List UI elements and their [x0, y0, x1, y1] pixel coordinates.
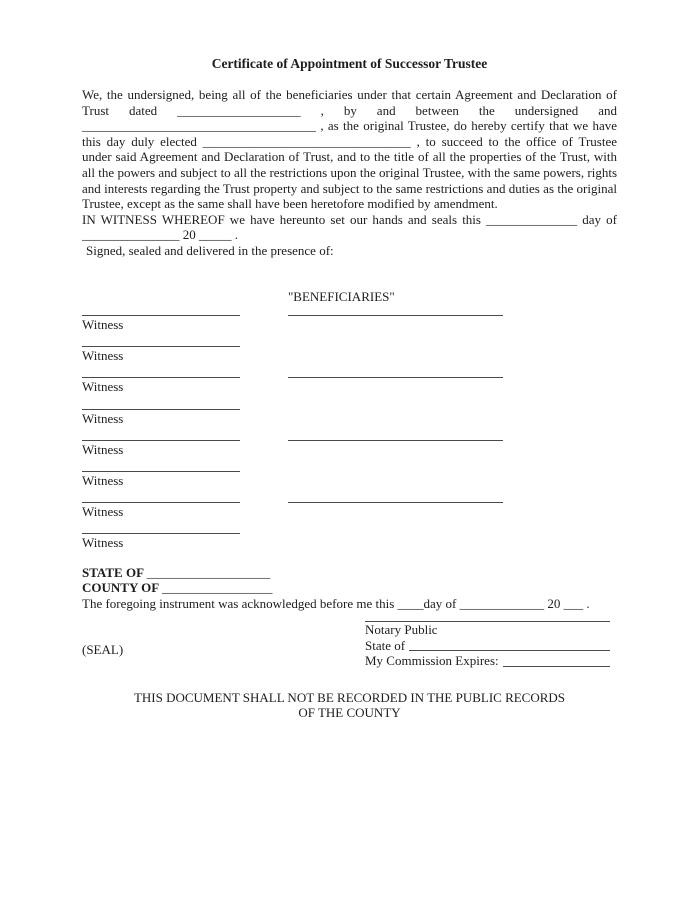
state-of-label: STATE OF	[82, 564, 144, 580]
witness-row	[82, 377, 617, 408]
seal-label: (SEAL)	[82, 642, 124, 658]
intro-paragraph	[82, 87, 617, 212]
intro-text-3: , as the original Trustee, do hereby certify that we have this day duly elected	[82, 118, 617, 149]
witness-cell	[82, 346, 240, 363]
witness-row	[82, 502, 617, 533]
witness-label: Witness	[82, 472, 124, 488]
notary-state-of-label: State of	[365, 637, 406, 653]
county-of-label: COUNTY OF	[82, 580, 159, 596]
notary-commission-row	[365, 653, 610, 669]
ack-month-blank: _____________	[459, 595, 545, 611]
witness-row	[82, 471, 617, 502]
witness-cell	[82, 502, 240, 519]
witness-clause-text-1: IN WITNESS WHEREOF we have hereunto set our hands and seals this	[82, 211, 487, 227]
witness-row	[82, 409, 617, 440]
intro-text-1: We, the undersigned, being all of the beneficiaries under that certain Agreement and Declaration of Trust dated	[82, 87, 617, 118]
signature-grid	[82, 315, 617, 565]
notary-state-of-blank-line	[409, 638, 610, 652]
commission-expires-blank-line	[503, 653, 610, 667]
ack-year-blank: ___	[563, 595, 584, 611]
beneficiary-signature-line	[288, 440, 503, 441]
notary-section	[82, 621, 617, 669]
state-of-line	[82, 565, 617, 581]
county-of-line	[82, 580, 617, 596]
ack-day-blank: ____	[397, 595, 424, 611]
intro-text-2: , by and between the undersigned and	[300, 102, 617, 118]
beneficiaries-heading: "BENEFICIARIES"	[288, 288, 395, 304]
notary-public-label: Notary Public	[365, 622, 438, 638]
beneficiary-cell	[288, 440, 503, 441]
witness-label: Witness	[82, 348, 124, 364]
ack-text-1: The foregoing instrument was acknowledged before me this	[82, 595, 398, 611]
footer-notice-line-1: THIS DOCUMENT SHALL NOT BE RECORDED IN THE PUBLIC RECORDS	[133, 689, 566, 705]
footer-notice-line-2: OF THE COUNTY	[298, 705, 401, 721]
witness-clause-paragraph	[82, 212, 617, 243]
page-title: Certificate of Appointment of Successor Trustee	[211, 56, 488, 71]
acknowledgment-line	[82, 596, 617, 612]
witness-clause-text-4: .	[231, 227, 238, 243]
witness-cell	[82, 440, 240, 457]
witness-clause-text-2: day of	[577, 211, 617, 227]
ack-text-3: 20	[544, 595, 564, 611]
witness-cell	[82, 471, 240, 488]
witness-label: Witness	[82, 379, 124, 395]
witness-label: Witness	[82, 535, 124, 551]
witness-label: Witness	[82, 441, 124, 457]
intro-text-4: , to succeed to the office of Trustee under said Agreement and Declaration of Trust, and to the title of all the properties of the Trust, with all the powers and subject to all the restrictions upon the original Trustee, with the same powers, rights and interests regarding the Trust property and subject to the same restrictions and duties as the original Trustee, except as the same shall have been heretofore modified by amendment.	[82, 133, 617, 212]
notary-block	[365, 621, 610, 669]
commission-expires-label: My Commission Expires:	[365, 653, 499, 669]
witness-row	[82, 346, 617, 377]
witness-row	[82, 533, 617, 564]
witness-row	[82, 440, 617, 471]
witness-cell	[82, 315, 240, 332]
presence-line: Signed, sealed and delivered in the presence of:	[86, 242, 334, 258]
ack-text-4: .	[583, 595, 590, 611]
year-blank: _____	[199, 227, 232, 243]
beneficiary-signature-line	[288, 315, 503, 316]
beneficiary-signature-line	[288, 502, 503, 503]
witness-label: Witness	[82, 504, 124, 520]
witness-label: Witness	[82, 410, 124, 426]
witness-cell	[82, 409, 240, 426]
witness-row	[82, 315, 617, 346]
notary-state-row	[365, 638, 610, 654]
ack-text-2: day of	[423, 595, 460, 611]
state-of-blank: ___________________	[146, 564, 271, 580]
witness-cell	[82, 377, 240, 394]
successor-trustee-name-blank: ________________________________	[202, 133, 411, 149]
month-blank: _______________	[82, 227, 180, 243]
day-blank: ______________	[486, 211, 578, 227]
witness-cell	[82, 533, 240, 550]
trust-date-blank: ___________________	[177, 102, 301, 118]
beneficiary-cell	[288, 502, 503, 503]
footer-notice	[82, 690, 617, 721]
beneficiary-cell	[288, 315, 503, 316]
original-trustee-name-blank: ____________________________________	[82, 118, 316, 134]
beneficiary-signature-line	[288, 377, 503, 378]
witness-label: Witness	[82, 317, 124, 333]
county-of-blank: _________________	[161, 580, 273, 596]
beneficiary-cell	[288, 377, 503, 378]
witness-clause-text-3: 20	[179, 227, 199, 243]
